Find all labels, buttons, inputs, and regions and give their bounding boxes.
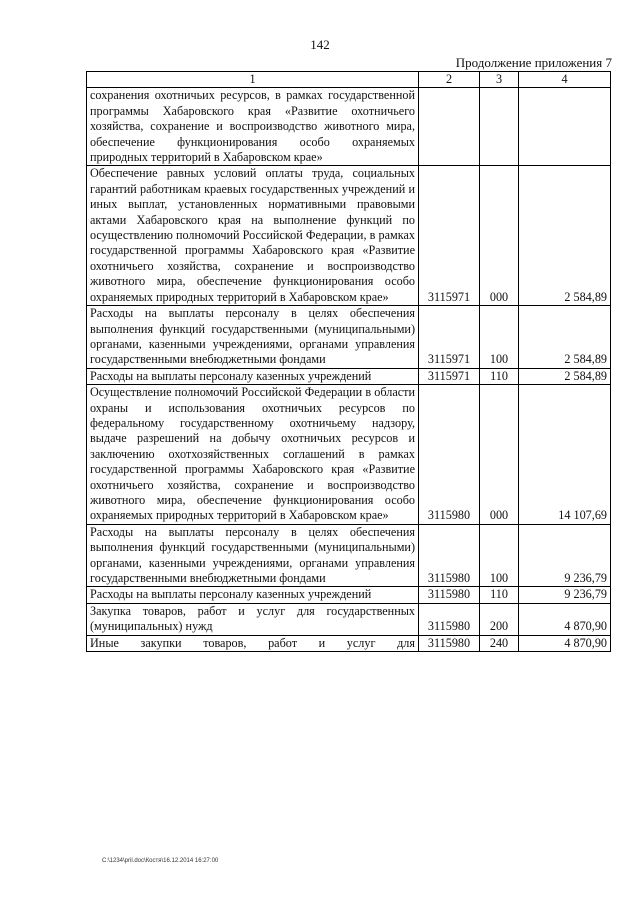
- table-row: [87, 166, 611, 306]
- row-target-code: 3115971: [419, 166, 480, 306]
- row-amount: 14 107,69: [519, 385, 611, 525]
- row-target-code: 3115980: [419, 587, 480, 603]
- header-col-2: 2: [419, 72, 480, 88]
- row-target-code: 3115971: [419, 306, 480, 369]
- row-target-code: 3115980: [419, 524, 480, 587]
- row-amount: 9 236,79: [519, 587, 611, 603]
- table-row: [87, 635, 611, 651]
- row-amount: 4 870,90: [519, 603, 611, 635]
- row-description: Осуществление полномочий Российской Федерации в области охраны и использования охотничьих ресурсов по федеральному государственному охотничьему надзору, выдаче разрешений на добычу охотничьих ресурсов и заключению охотхозяйственных соглашений в рамках государственной программы Хабаровского края «Развитие охотничьего хозяйства, сохранение и воспроизводство животного мира, обеспечение функционирования особо охраняемых природных территорий в Хабаровском крае»: [87, 385, 419, 525]
- budget-table: [86, 71, 611, 652]
- table-row: [87, 385, 611, 525]
- header-col-4: 4: [519, 72, 611, 88]
- row-target-code: 3115980: [419, 385, 480, 525]
- table-row: [87, 587, 611, 603]
- row-target-code: 3115980: [419, 603, 480, 635]
- row-expense-type: 000: [480, 166, 519, 306]
- row-description: Расходы на выплаты персоналу в целях обеспечения выполнения функций государственными (муниципальными) органами, казенными учреждениями, органами управления государственными внебюджетными фондами: [87, 524, 419, 587]
- continuation-label: Продолжение приложения 7: [455, 55, 612, 70]
- row-target-code: 3115971: [419, 368, 480, 384]
- row-amount: 9 236,79: [519, 524, 611, 587]
- header-col-3: 3: [480, 72, 519, 88]
- row-amount: 2 584,89: [519, 166, 611, 306]
- row-description: сохранения охотничьих ресурсов, в рамках государственной программы Хабаровского края «Развитие охотничьего хозяйства, сохранение и воспроизводство животного мира, обеспечение функционирования особо охраняемых природных территорий в Хабаровском крае»: [87, 88, 419, 166]
- table-row: [87, 88, 611, 166]
- row-target-code: [419, 88, 480, 166]
- row-expense-type: [480, 88, 519, 166]
- table-row: [87, 524, 611, 587]
- row-expense-type: 200: [480, 603, 519, 635]
- row-amount: 4 870,90: [519, 635, 611, 651]
- table-row: [87, 603, 611, 635]
- table-row: [87, 306, 611, 369]
- row-description: Расходы на выплаты персоналу казенных учреждений: [87, 368, 419, 384]
- row-amount: [519, 88, 611, 166]
- row-target-code: 3115980: [419, 635, 480, 651]
- row-amount: 2 584,89: [519, 306, 611, 369]
- footer-file-path: C:\1234\pril.doc\Костя\16.12.2014 16:27:00: [102, 858, 219, 864]
- row-expense-type: 100: [480, 524, 519, 587]
- table-row: [87, 368, 611, 384]
- row-expense-type: 240: [480, 635, 519, 651]
- row-expense-type: 110: [480, 587, 519, 603]
- row-expense-type: 110: [480, 368, 519, 384]
- page-number: 142: [310, 37, 330, 52]
- row-description: Закупка товаров, работ и услуг для государственных (муниципальных) нужд: [87, 603, 419, 635]
- row-amount: 2 584,89: [519, 368, 611, 384]
- row-description: Иные закупки товаров, работ и услуг для: [87, 635, 419, 651]
- header-col-1: 1: [87, 72, 419, 88]
- row-description: Обеспечение равных условий оплаты труда, социальных гарантий работникам краевых государственных учреждений и иных выплат, установленных нормативными правовыми актами Хабаровского края на выполнение функций по осуществлению полномочий Российской Федерации, в рамках государственной программы Хабаровского края «Развитие охотничьего хозяйства, сохранение и воспроизводство животного мира, обеспечение функционирования особо охраняемых природных территорий в Хабаровском крае»: [87, 166, 419, 306]
- row-description: Расходы на выплаты персоналу в целях обеспечения выполнения функций государственными (муниципальными) органами, казенными учреждениями, органами управления государственными внебюджетными фондами: [87, 306, 419, 369]
- row-description: Расходы на выплаты персоналу казенных учреждений: [87, 587, 419, 603]
- row-expense-type: 100: [480, 306, 519, 369]
- table-header-row: [87, 72, 611, 88]
- row-expense-type: 000: [480, 385, 519, 525]
